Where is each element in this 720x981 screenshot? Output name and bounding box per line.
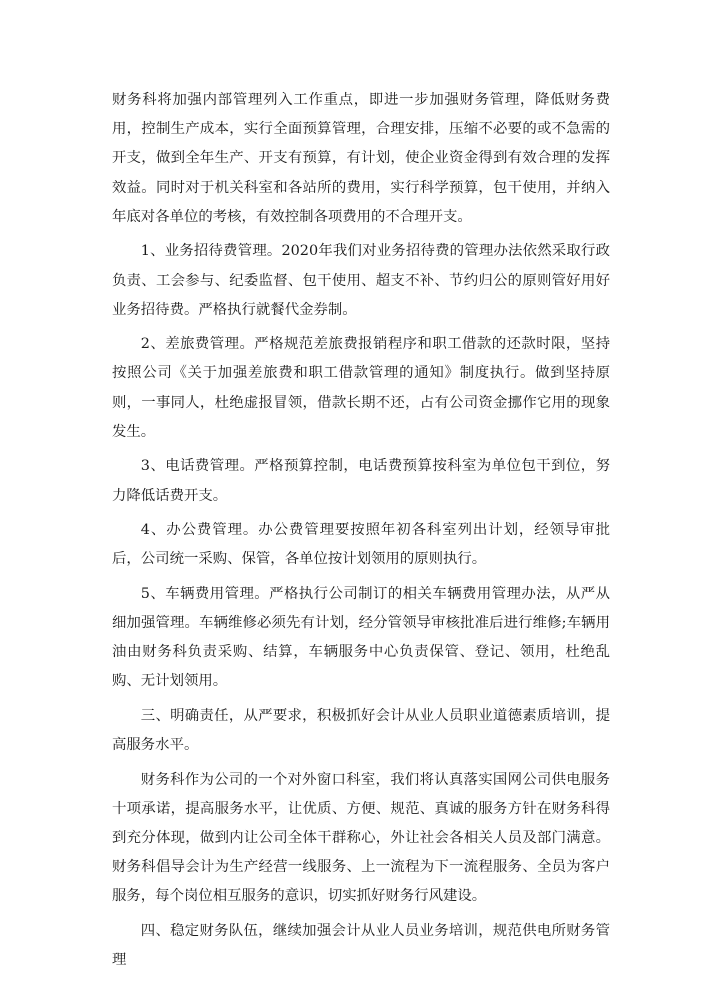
paragraph-travel-expense: 2、差旅费管理。严格规范差旅费报销程序和职工借款的还款时限，坚持按照公司《关于加强差旅费和职工借款管理的通知》制度执行。做到坚持原则，一事同人，杜绝虚报冒领，借款长期不还，占有公司资金挪作它用的现象发生。 (112, 336, 610, 440)
paragraph-phone-expense: 3、电话费管理。严格预算控制，电话费预算按科室为单位包干到位，努力降低话费开支。 (112, 458, 610, 504)
section-heading-three: 三、明确责任，从严要求，积极抓好会计从业人员职业道德素质培训，提高服务水平。 (112, 707, 610, 754)
section-heading-four: 四、稳定财务队伍，继续加强会计从业人员业务培训，规范供电所财务管理 (112, 922, 610, 969)
paragraph-entertainment-expense: 1、业务招待费管理。2020年我们对业务招待费的管理办法依然采取行政负责、工会参与、纪委监督、包干使用、超支不补、节约归公的原则管好用好业务招待费。严格执行就餐代金券制。 (112, 243, 610, 318)
paragraph-office-expense: 4、办公费管理。办公费管理要按照年初各科室列出计划，经领导审批后，公司统一采购、保管，各单位按计划领用的原则执行。 (112, 522, 610, 568)
paragraph-intro: 财务科将加强内部管理列入工作重点，即进一步加强财务管理，降低财务费用，控制生产成本，实行全面预算管理，合理安排，压缩不必要的或不急需的开支，做到全年生产、开支有预算，有计划，使企业资金得到有效合理的发挥效益。同时对于机关科室和各站所的费用，实行科学预算，包干使用，并纳入年底对各单位的考核，有效控制各项费用的不合理开支。 (112, 92, 610, 225)
document-body (112, 86, 610, 981)
paragraph-vehicle-expense: 5、车辆费用管理。严格执行公司制订的相关车辆费用管理办法，从严从细加强管理。车辆维修必须先有计划，经分管领导审核批准后进行维修;车辆用油由财务科负责采购、结算，车辆服务中心负责保管、登记、领用，杜绝乱购、无计划领用。 (112, 585, 610, 690)
paragraph-service-window: 财务科作为公司的一个对外窗口科室，我们将认真落实国网公司供电服务十项承诺，提高服务水平，让优质、方便、规范、真诚的服务方针在财务科得到充分体现，做到内让公司全体干群称心，外让社会各相关人员及部门满意。财务科倡导会计为生产经营一线服务、上一流程为下一流程服务、全员为客户服务，每个岗位相互服务的意识，切实抓好财务行风建设。 (112, 771, 610, 905)
